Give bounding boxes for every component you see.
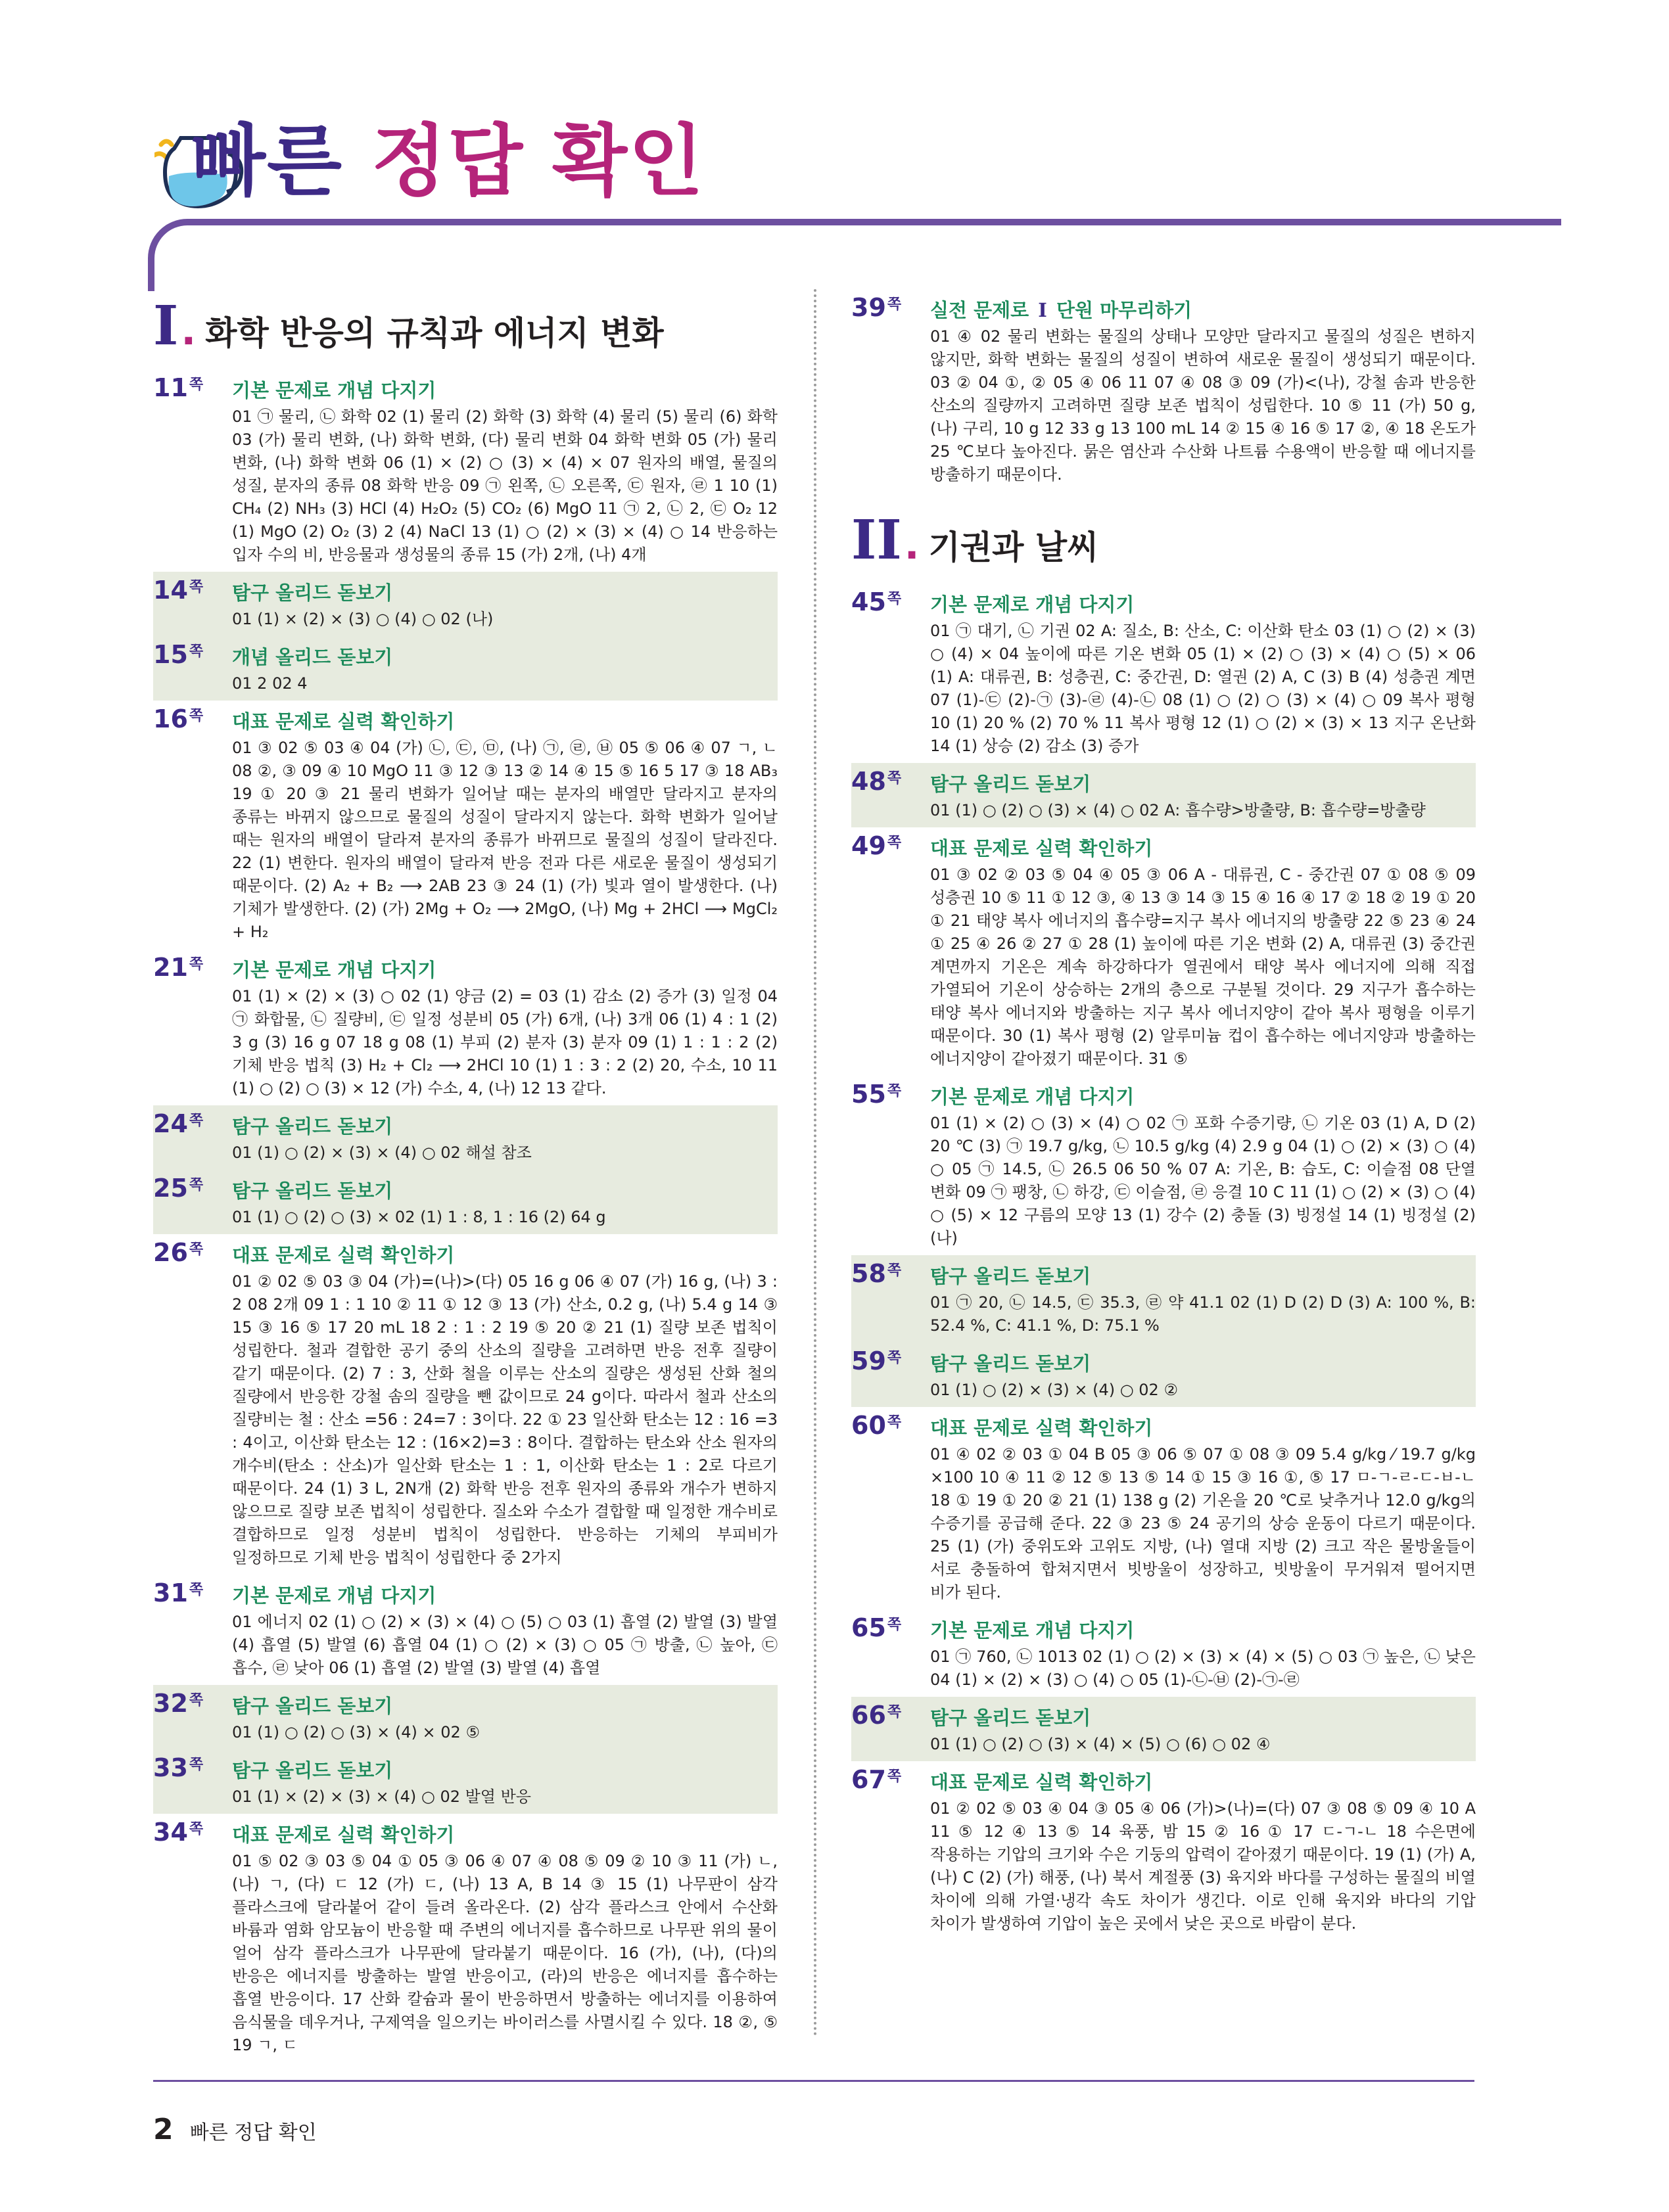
section-heading: 탐구 올리드 돋보기 bbox=[232, 582, 393, 604]
section-heading: 대표 문제로 실력 확인하기 bbox=[930, 1417, 1153, 1439]
section-heading: 기본 문제로 개념 다지기 bbox=[930, 1619, 1135, 1642]
section-heading: 탐구 올리드 돋보기 bbox=[930, 1265, 1091, 1287]
answer-block bbox=[851, 827, 1476, 1076]
answer-block bbox=[153, 1814, 778, 2062]
answer-text: 01 (1) ○ (2) ○ (3) × 02 (1) 1 : 8, 1 : 16 (2) 64 g bbox=[232, 1208, 606, 1226]
section-heading: 탐구 올리드 돋보기 bbox=[232, 1695, 393, 1717]
page-unit: 쪽 bbox=[189, 1821, 204, 1837]
page-unit: 쪽 bbox=[887, 591, 902, 607]
answer-block bbox=[851, 1343, 1476, 1407]
section-heading: 대표 문제로 실력 확인하기 bbox=[930, 1771, 1153, 1793]
answer-body bbox=[930, 1080, 1476, 1250]
page-number: 67 bbox=[851, 1765, 886, 1794]
answer-body bbox=[232, 1818, 778, 2057]
section-heading: 대표 문제로 실력 확인하기 bbox=[232, 1244, 455, 1266]
answer-text: 01 (1) ○ (2) ○ (3) × (4) × 02 ⑤ bbox=[232, 1723, 480, 1741]
heading-unit-numeral: Ⅰ bbox=[1038, 299, 1047, 321]
page-ref bbox=[851, 1765, 930, 1935]
page-unit: 쪽 bbox=[189, 1177, 204, 1193]
page-ref bbox=[153, 1109, 232, 1164]
section-heading: 탐구 올리드 돋보기 bbox=[232, 1180, 393, 1202]
header-line bbox=[385, 219, 1561, 225]
answer-block bbox=[153, 1234, 778, 1575]
page-unit: 쪽 bbox=[887, 1414, 902, 1431]
section-heading: 대표 문제로 실력 확인하기 bbox=[232, 1824, 455, 1846]
section-heading: 탐구 올리드 돋보기 bbox=[930, 1352, 1091, 1375]
answer-text: 01 ㉠ 20, ㉡ 14.5, ㉢ 35.3, ㉣ 약 41.1 02 (1) D (2) D (3) A: 100 %, B: 52.4 %, C: 41.1 %, D: 75.1 % bbox=[930, 1293, 1476, 1335]
unit-dot: . bbox=[904, 522, 920, 568]
page-title-part2: 정답 확인 bbox=[371, 116, 705, 206]
page-unit: 쪽 bbox=[887, 1083, 902, 1099]
section-heading: 개념 올리드 돋보기 bbox=[232, 646, 393, 668]
answer-block bbox=[851, 1697, 1476, 1761]
answer-block bbox=[153, 1749, 778, 1814]
page-ref bbox=[153, 576, 232, 631]
answer-block bbox=[153, 949, 778, 1105]
page-ref bbox=[851, 1613, 930, 1692]
answer-text: 01 (1) × (2) × (3) ○ 02 (1) 양금 (2) = 03 (1) 감소 (2) 증가 (3) 일정 04 ㉠ 화합물, ㉡ 질량비, ㉢ 일정 성분비 05 (가) 6개, (나) 3개 06 (1) 4 : 1 (2) 3 g (3) 16 g 07 18 g 08 (1) 부피 (2) 분자 (3) 분자 09 (1) 1 : 1 : 2 (2) 기체 반응 법칙 (3) H₂ + Cl₂ ⟶ 2HCl 10 (1) 1 : 3 : 2 (2) 20, 수소, 10 11 (1) ○ (2) ○ (3) × 12 (가) 수소, 4, (나) 12 13 같다. bbox=[232, 987, 778, 1097]
answer-text: 01 (1) × (2) × (3) × (4) ○ 02 발열 반응 bbox=[232, 1787, 531, 1806]
answer-body bbox=[930, 293, 1476, 486]
answer-block bbox=[851, 1761, 1476, 1941]
page-number: 33 bbox=[153, 1753, 188, 1782]
answer-text: 01 ③ 02 ⑤ 03 ④ 04 (가) ㉡, ㉢, ㉤, (나) ㉠, ㉣, ㉥ 05 ⑤ 06 ④ 07 ㄱ, ㄴ 08 ②, ③ 09 ④ 10 MgO 11 ③ 12 ③ 13 ② 14 ④ 15 ⑤ 16 5 17 ③ 18 AB₃ 19 ① 20 ③ 21 물리 변화가 일어날 때는 분자의 배열만 달라지고 분자의 종류는 바뀌지 않으므로 물질의 성질이 달라지지 않는다. 화학 변화가 일어날 때는 원자의 배열이 달라져 분자의 종류가 바뀌므로 물질의 성질이 달라진다. 22 (1) 변한다. 원자의 배열이 달라져 반응 전과 다른 새로운 물질이 생성되기 때문이다. (2) A₂ + B₂ ⟶ 2AB 23 ③ 24 (1) (가) 빛과 열이 발생한다. (나) 기체가 발생한다. (2) (가) 2Mg + O₂ ⟶ 2MgO, (나) Mg + 2HCl ⟶ MgCl₂ + H₂ bbox=[232, 739, 778, 941]
page-number: 11 bbox=[153, 373, 188, 402]
page-ref bbox=[153, 953, 232, 1100]
section-heading: 기본 문제로 개념 다지기 bbox=[232, 1584, 436, 1607]
section-heading: 기본 문제로 개념 다지기 bbox=[930, 593, 1135, 616]
page-unit: 쪽 bbox=[189, 377, 204, 393]
page-ref bbox=[851, 1080, 930, 1250]
page-unit: 쪽 bbox=[887, 1768, 902, 1785]
answer-text: 01 ㉠ 760, ㉡ 1013 02 (1) ○ (2) × (3) × (4) × (5) ○ 03 ㉠ 높은, ㉡ 낮은 04 (1) × (2) × (3) ○ (4) ○ 05 (1)-㉡-㉥ (2)-㉠-㉣ bbox=[930, 1647, 1476, 1689]
answer-body bbox=[930, 1347, 1476, 1402]
answer-body bbox=[232, 1238, 778, 1569]
page-unit: 쪽 bbox=[887, 1617, 902, 1633]
header-line-left bbox=[227, 219, 385, 225]
answer-body bbox=[232, 1109, 778, 1164]
page-number: 66 bbox=[851, 1701, 886, 1730]
page-ref bbox=[851, 1259, 930, 1337]
page-number: 59 bbox=[851, 1347, 886, 1375]
page-number: 14 bbox=[153, 576, 188, 605]
answer-body bbox=[232, 640, 778, 695]
answer-text: 01 (1) ○ (2) ○ (3) × (4) ○ 02 A: 흡수량>방출량, B: 흡수량=방출량 bbox=[930, 801, 1426, 819]
page-unit: 쪽 bbox=[887, 296, 902, 313]
page-ref bbox=[153, 1174, 232, 1229]
answer-block bbox=[153, 1575, 778, 1685]
section-heading: 탐구 올리드 돋보기 bbox=[232, 1759, 393, 1782]
section-heading: 탐구 올리드 돋보기 bbox=[930, 773, 1091, 795]
answer-block bbox=[153, 636, 778, 701]
answer-text: 01 ㉠ 대기, ㉡ 기권 02 A: 질소, B: 산소, C: 이산화 탄소 03 (1) ○ (2) × (3) ○ (4) × 04 높이에 따른 기온 변화 05 (1) × (2) ○ (3) × (4) ○ (5) × 06 (1) A: 대류권, B: 성층권, C: 중간권, D: 열권 (2) A, C (3) B (4) 성층권 계면 07 (1)-㉢ (2)-㉠ (3)-㉣ (4)-㉡ 08 (1) ○ (2) ○ (3) × (4) ○ 09 복사 평형 10 (1) 20 % (2) 70 % 11 복사 평형 12 (1) ○ (2) × (3) × 13 지구 온난화 14 (1) 상승 (2) 감소 (3) 증가 bbox=[930, 622, 1476, 755]
answer-block bbox=[851, 763, 1476, 827]
page-ref bbox=[153, 1753, 232, 1809]
answer-body bbox=[232, 1578, 778, 1680]
answer-body bbox=[232, 576, 778, 631]
page-unit: 쪽 bbox=[189, 1582, 204, 1598]
answer-block bbox=[153, 1170, 778, 1234]
page-ref bbox=[153, 1689, 232, 1744]
answer-text: 01 ④ 02 ② 03 ① 04 B 05 ③ 06 ⑤ 07 ① 08 ③ 09 5.4 g/kg ⁄ 19.7 g/kg ×100 10 ④ 11 ② 12 ⑤ 13 ⑤ 14 ① 15 ③ 16 ①, ⑤ 17 ㅁ-ㄱ-ㄹ-ㄷ-ㅂ-ㄴ 18 ① 19 ① 20 ② 21 (1) 138 g (2) 기온을 20 ℃로 낮추거나 12.0 g/kg의 수증기를 공급해 준다. 22 ③ 23 ⑤ 24 공기의 상승 운동이 다르기 때문이다. 25 (1) (가) 중위도와 고위도 지방, (나) 열대 지방 (2) 크고 작은 물방울들이 서로 충돌하여 합쳐지면서 빗방울이 성장하고, 빗방울이 무거워져 떨어지면 비가 된다. bbox=[930, 1445, 1476, 1601]
page-unit: 쪽 bbox=[189, 956, 204, 973]
unit-heading-2 bbox=[851, 509, 1476, 572]
page-title-part1: 빠른 bbox=[191, 116, 343, 206]
answer-body bbox=[930, 1701, 1476, 1756]
answer-body bbox=[232, 373, 778, 566]
answer-block bbox=[851, 1255, 1476, 1343]
answer-block bbox=[153, 369, 778, 572]
page-ref bbox=[153, 373, 232, 566]
section-heading: 기본 문제로 개념 다지기 bbox=[930, 1086, 1135, 1108]
answer-text: 01 ④ 02 물리 변화는 물질의 상태나 모양만 달라지고 물질의 성질은 변하지 않지만, 화학 변화는 물질의 성질이 변하여 새로운 물질이 생성되기 때문이다. 03 ② 04 ①, ② 05 ④ 06 11 07 ④ 08 ③ 09 (가)<(나), 강철 솜과 반응한 산소의 질량까지 고려하면 질량 보존 법칙이 성립한다. 10 ⑤ 11 (가) 50 g, (나) 구리, 10 g 12 33 g 13 100 mL 14 ② 15 ④ 16 ⑤ 17 ②, ④ 18 온도가 25 ℃보다 높아진다. 묽은 염산과 수산화 나트륨 수용액이 반응할 때 에너지를 방출하기 때문이다. bbox=[930, 327, 1476, 484]
answer-text: 01 ② 02 ⑤ 03 ③ 04 (가)=(나)>(다) 05 16 g 06 ④ 07 (가) 16 g, (나) 3 : 2 08 2개 09 1 : 1 10 ② 11 ① 12 ③ 13 (가) 산소, 0.2 g, (나) 5.4 g 14 ③ 15 ③ 16 ⑤ 17 20 mL 18 2 : 1 : 2 19 ⑤ 20 ② 21 (1) 질량 보존 법칙이 성립한다. 철과 결합한 공기 중의 산소의 질량을 고려하면 반응 전후 질량이 같기 때문이다. (2) 7 : 3, 산화 철을 이루는 산소의 질량은 생성된 산화 철의 질량에서 반응한 강철 솜의 질량을 뺀 값이므로 24 g이다. 따라서 철과 산소의 질량비는 철 : 산소 =56 : 24=7 : 3이다. 22 ① 23 일산화 탄소는 12 : 16 =3 : 4이고, 이산화 탄소는 12 : (16×2)=3 : 8이다. 결합하는 탄소와 산소 원자의 개수비(탄소 : 산소)가 일산화 탄소는 1 : 1, 이산화 탄소는 1 : 2로 다르기 때문이다. 24 (1) 3 L, 2N개 (2) 화학 반응 전후 원자의 종류와 개수가 변하지 않으므로 질량 보존 법칙이 성립한다. 질소와 수소가 결합할 때 일정한 개수비로 결합하므로 일정 성분비 법칙이 성립한다. 반응하는 기체의 부피비가 일정하므로 기체 반응 법칙이 성립한다 중 2가지 bbox=[232, 1272, 778, 1567]
page-unit: 쪽 bbox=[887, 770, 902, 787]
answer-body bbox=[232, 704, 778, 944]
page-unit: 쪽 bbox=[887, 1704, 902, 1720]
page-number: 25 bbox=[153, 1174, 188, 1203]
answer-body bbox=[232, 1174, 778, 1229]
unit-title: 기권과 날씨 bbox=[928, 528, 1099, 566]
page-number: 58 bbox=[851, 1259, 886, 1288]
unit-number: I bbox=[153, 294, 179, 357]
answer-text: 01 ③ 02 ② 03 ⑤ 04 ④ 05 ③ 06 A - 대류권, C - 중간권 07 ① 08 ⑤ 09 성층권 10 ⑤ 11 ① 12 ③, ④ 13 ③ 14 ③ 15 ④ 16 ④ 17 ② 18 ② 19 ① 20 ① 21 태양 복사 에너지의 흡수량=지구 복사 에너지의 방출량 22 ⑤ 23 ④ 24 ① 25 ④ 26 ② 27 ① 28 (1) 높이에 따른 기온 변화 (2) A, 대류권 (3) 중간권 계면까지 기온은 계속 하강하다가 열권에서 태양 복사 에너지에 의해 직접 가열되어 기온이 상승하는 2개의 층으로 구분될 것이다. 29 지구가 흡수하는 태양 복사 에너지와 방출하는 지구 복사 에너지양이 같아 복사 평형을 이루기 때문이다. 30 (1) 복사 평형 (2) 알루미늄 컵이 흡수하는 에너지양과 방출하는 에너지양이 같아졌기 때문이다. 31 ⑤ bbox=[930, 865, 1476, 1068]
section-heading: 탐구 올리드 돋보기 bbox=[930, 1707, 1091, 1729]
footer-title: 빠른 정답 확인 bbox=[189, 2121, 317, 2144]
page-footer bbox=[153, 2113, 317, 2146]
answer-text: 01 (1) ○ (2) ○ (3) × (4) × (5) ○ (6) ○ 02 ④ bbox=[930, 1735, 1271, 1753]
page-ref bbox=[851, 588, 930, 758]
answer-block bbox=[851, 1076, 1476, 1255]
page-number: 16 bbox=[153, 704, 188, 733]
answer-body bbox=[930, 1765, 1476, 1935]
page-unit: 쪽 bbox=[189, 708, 204, 724]
page-number: 21 bbox=[153, 953, 188, 982]
answer-text: 01 (1) ○ (2) × (3) × (4) ○ 02 해설 참조 bbox=[232, 1143, 532, 1162]
page-ref bbox=[851, 1411, 930, 1604]
answer-text: 01 (1) ○ (2) × (3) × (4) ○ 02 ② bbox=[930, 1381, 1178, 1399]
answer-block bbox=[851, 289, 1476, 492]
answer-block bbox=[153, 1105, 778, 1170]
answer-block bbox=[851, 1407, 1476, 1609]
page-ref bbox=[153, 704, 232, 944]
section-heading: 기본 문제로 개념 다지기 bbox=[232, 959, 436, 981]
answer-body bbox=[930, 1613, 1476, 1692]
page-number: 32 bbox=[153, 1689, 188, 1718]
unit-dot: . bbox=[181, 308, 197, 354]
page-number: 24 bbox=[153, 1109, 188, 1138]
page-ref bbox=[851, 831, 930, 1071]
page-unit: 쪽 bbox=[887, 1350, 902, 1366]
answer-body bbox=[232, 1689, 778, 1744]
page-ref bbox=[851, 1701, 930, 1756]
page-ref bbox=[153, 1238, 232, 1569]
page-unit: 쪽 bbox=[887, 835, 902, 851]
left-column bbox=[153, 289, 778, 2062]
page-number: 65 bbox=[851, 1613, 886, 1642]
footer-rule bbox=[153, 2080, 1474, 2082]
page-number: 34 bbox=[153, 1818, 188, 1847]
section-heading: 탐구 올리드 돋보기 bbox=[232, 1115, 393, 1138]
answer-text: 01 (1) × (2) × (3) ○ (4) ○ 02 (나) bbox=[232, 610, 494, 628]
heading-rest: 단원 마무리하기 bbox=[1056, 299, 1192, 321]
page-ref bbox=[851, 767, 930, 822]
page-number: 45 bbox=[851, 588, 886, 616]
right-column bbox=[851, 289, 1476, 1941]
left-answer-list bbox=[153, 369, 778, 2062]
page-number: 39 bbox=[851, 293, 886, 322]
answer-body bbox=[930, 588, 1476, 758]
answer-block bbox=[153, 701, 778, 949]
right-answer-list bbox=[851, 584, 1476, 1941]
answer-text: 01 ⑤ 02 ③ 03 ⑤ 04 ① 05 ③ 06 ④ 07 ④ 08 ⑤ 09 ② 10 ③ 11 (가) ㄴ, (나) ㄱ, (다) ㄷ 12 (가) ㄷ, (나) 13 A, B 14 ③ 15 (1) 나무판이 삼각 플라스크에 달라붙어 같이 들려 올라온다. (2) 삼각 플라스크 안에서 수산화 바륨과 염화 암모늄이 반응할 때 주변의 에너지를 흡수하므로 나무판 위의 물이 얼어 삼각 플라스크가 나무판에 달라붙기 때문이다. 16 (가), (나), (다)의 반응은 에너지를 방출하는 발열 반응이고, (라)의 반응은 에너지를 흡수하는 흡열 반응이다. 17 산화 칼슘과 물이 반응하면서 방출하는 에너지를 이용하여 음식물을 데우거나, 구제역을 일으키는 바이러스를 사멸시킬 수 있다. 18 ②, ⑤ 19 ㄱ, ㄷ bbox=[232, 1852, 778, 2054]
page-ref bbox=[153, 1818, 232, 2057]
page-unit: 쪽 bbox=[189, 1241, 204, 1258]
page-title bbox=[191, 99, 705, 210]
page-header bbox=[108, 99, 1561, 269]
answer-text: 01 ㉠ 물리, ㉡ 화학 02 (1) 물리 (2) 화학 (3) 화학 (4) 물리 (5) 물리 (6) 화학 03 (가) 물리 변화, (나) 화학 변화, (다) 물리 변화 04 화학 변화 05 (가) 물리 변화, (나) 화학 변화 06 (1) × (2) ○ (3) × (4) × 07 원자의 배열, 물질의 성질, 분자의 종류 08 화학 반응 09 ㉠ 왼쪽, ㉡ 오른쪽, ㉢ 원자, ㉣ 1 10 (1) CH₄ (2) NH₃ (3) HCl (4) H₂O₂ (5) CO₂ (6) MgO 11 ㉠ 2, ㉡ 2, ㉢ O₂ 12 (1) MgO (2) O₂ (3) 2 (4) NaCl 13 (1) ○ (2) × (3) × (4) ○ 14 반응하는 입자 수의 비, 반응물과 생성물의 종류 15 (가) 2개, (나) 4개 bbox=[232, 407, 778, 564]
unit-title: 화학 반응의 규칙과 에너지 변화 bbox=[205, 314, 664, 352]
answer-text: 01 에너지 02 (1) ○ (2) × (3) × (4) ○ (5) ○ 03 (1) 흡열 (2) 발열 (3) 발열 (4) 흡열 (5) 발열 (6) 흡열 04 (1) ○ (2) × (3) ○ 05 ㉠ 방출, ㉡ 높아, ㉢ 흡수, ㉣ 낮아 06 (1) 흡열 (2) 발열 (3) 발열 (4) 흡열 bbox=[232, 1613, 778, 1677]
answer-text: 01 2 02 4 bbox=[232, 674, 308, 693]
page-number: 26 bbox=[153, 1238, 188, 1267]
section-heading: 기본 문제로 개념 다지기 bbox=[232, 379, 436, 402]
answer-text: 01 (1) × (2) ○ (3) × (4) ○ 02 ㉠ 포화 수증기량, ㉡ 기온 03 (1) A, D (2) 20 ℃ (3) ㉠ 19.7 g/kg, ㉡ 10.5 g/kg (4) 2.9 g 04 (1) ○ (2) × (3) ○ (4) ○ 05 ㉠ 14.5, ㉡ 26.5 06 50 % 07 A: 기온, B: 습도, C: 이슬점 08 단열 변화 09 ㉠ 팽창, ㉡ 하강, ㉢ 이슬점, ㉣ 응결 10 C 11 (1) ○ (2) × (3) ○ (4) ○ (5) × 12 구름의 모양 13 (1) 강수 (2) 충돌 (3) 빙정설 14 (1) 빙정설 (2) (나) bbox=[930, 1114, 1476, 1247]
page-number: 48 bbox=[851, 767, 886, 796]
page-unit: 쪽 bbox=[189, 1113, 204, 1129]
answer-block bbox=[851, 1609, 1476, 1697]
heading-prefix: 실전 문제로 bbox=[930, 299, 1029, 321]
footer-page-number: 2 bbox=[153, 2113, 174, 2146]
section-heading bbox=[930, 296, 1476, 323]
page-ref bbox=[851, 1347, 930, 1402]
unit-number: II bbox=[851, 509, 902, 572]
page-number: 49 bbox=[851, 831, 886, 860]
header-curve-divider bbox=[148, 219, 233, 291]
page-unit: 쪽 bbox=[189, 1757, 204, 1773]
page-unit: 쪽 bbox=[189, 643, 204, 660]
column-divider bbox=[814, 289, 816, 2037]
page-unit: 쪽 bbox=[189, 579, 204, 595]
page-number: 60 bbox=[851, 1411, 886, 1440]
page-unit: 쪽 bbox=[887, 1262, 902, 1279]
section-heading: 대표 문제로 실력 확인하기 bbox=[930, 837, 1153, 860]
answer-body bbox=[930, 1259, 1476, 1337]
unit-heading-1 bbox=[153, 294, 778, 357]
page-number: 55 bbox=[851, 1080, 886, 1109]
page-number: 15 bbox=[153, 640, 188, 669]
answer-body bbox=[930, 831, 1476, 1071]
section-heading: 대표 문제로 실력 확인하기 bbox=[232, 710, 455, 733]
page-ref bbox=[153, 640, 232, 695]
answer-block bbox=[153, 1685, 778, 1749]
answer-block bbox=[153, 572, 778, 636]
answer-block bbox=[851, 584, 1476, 763]
answer-body bbox=[232, 953, 778, 1100]
page-unit: 쪽 bbox=[189, 1692, 204, 1709]
answer-body bbox=[930, 1411, 1476, 1604]
answer-body bbox=[930, 767, 1476, 822]
answer-body bbox=[232, 1753, 778, 1809]
answer-text: 01 ② 02 ⑤ 03 ④ 04 ③ 05 ④ 06 (가)>(나)=(다) 07 ③ 08 ⑤ 09 ④ 10 A 11 ⑤ 12 ④ 13 ⑤ 14 육풍, 밤 15 ② 16 ① 17 ㄷ-ㄱ-ㄴ 18 수은면에 작용하는 기압의 크기와 수은 기둥의 압력이 같아졌기 때문이다. 19 (1) (가) A, (나) C (2) (가) 해풍, (나) 북서 계절풍 (3) 육지와 바다를 구성하는 물질의 비열 차이에 의해 가열·냉각 속도 차이가 생긴다. 이로 인해 육지와 바다의 기압 차이가 발생하여 기압이 높은 곳에서 낮은 곳으로 바람이 분다. bbox=[930, 1799, 1476, 1933]
page-ref bbox=[153, 1578, 232, 1680]
page-number: 31 bbox=[153, 1578, 188, 1607]
page-ref bbox=[851, 293, 930, 486]
